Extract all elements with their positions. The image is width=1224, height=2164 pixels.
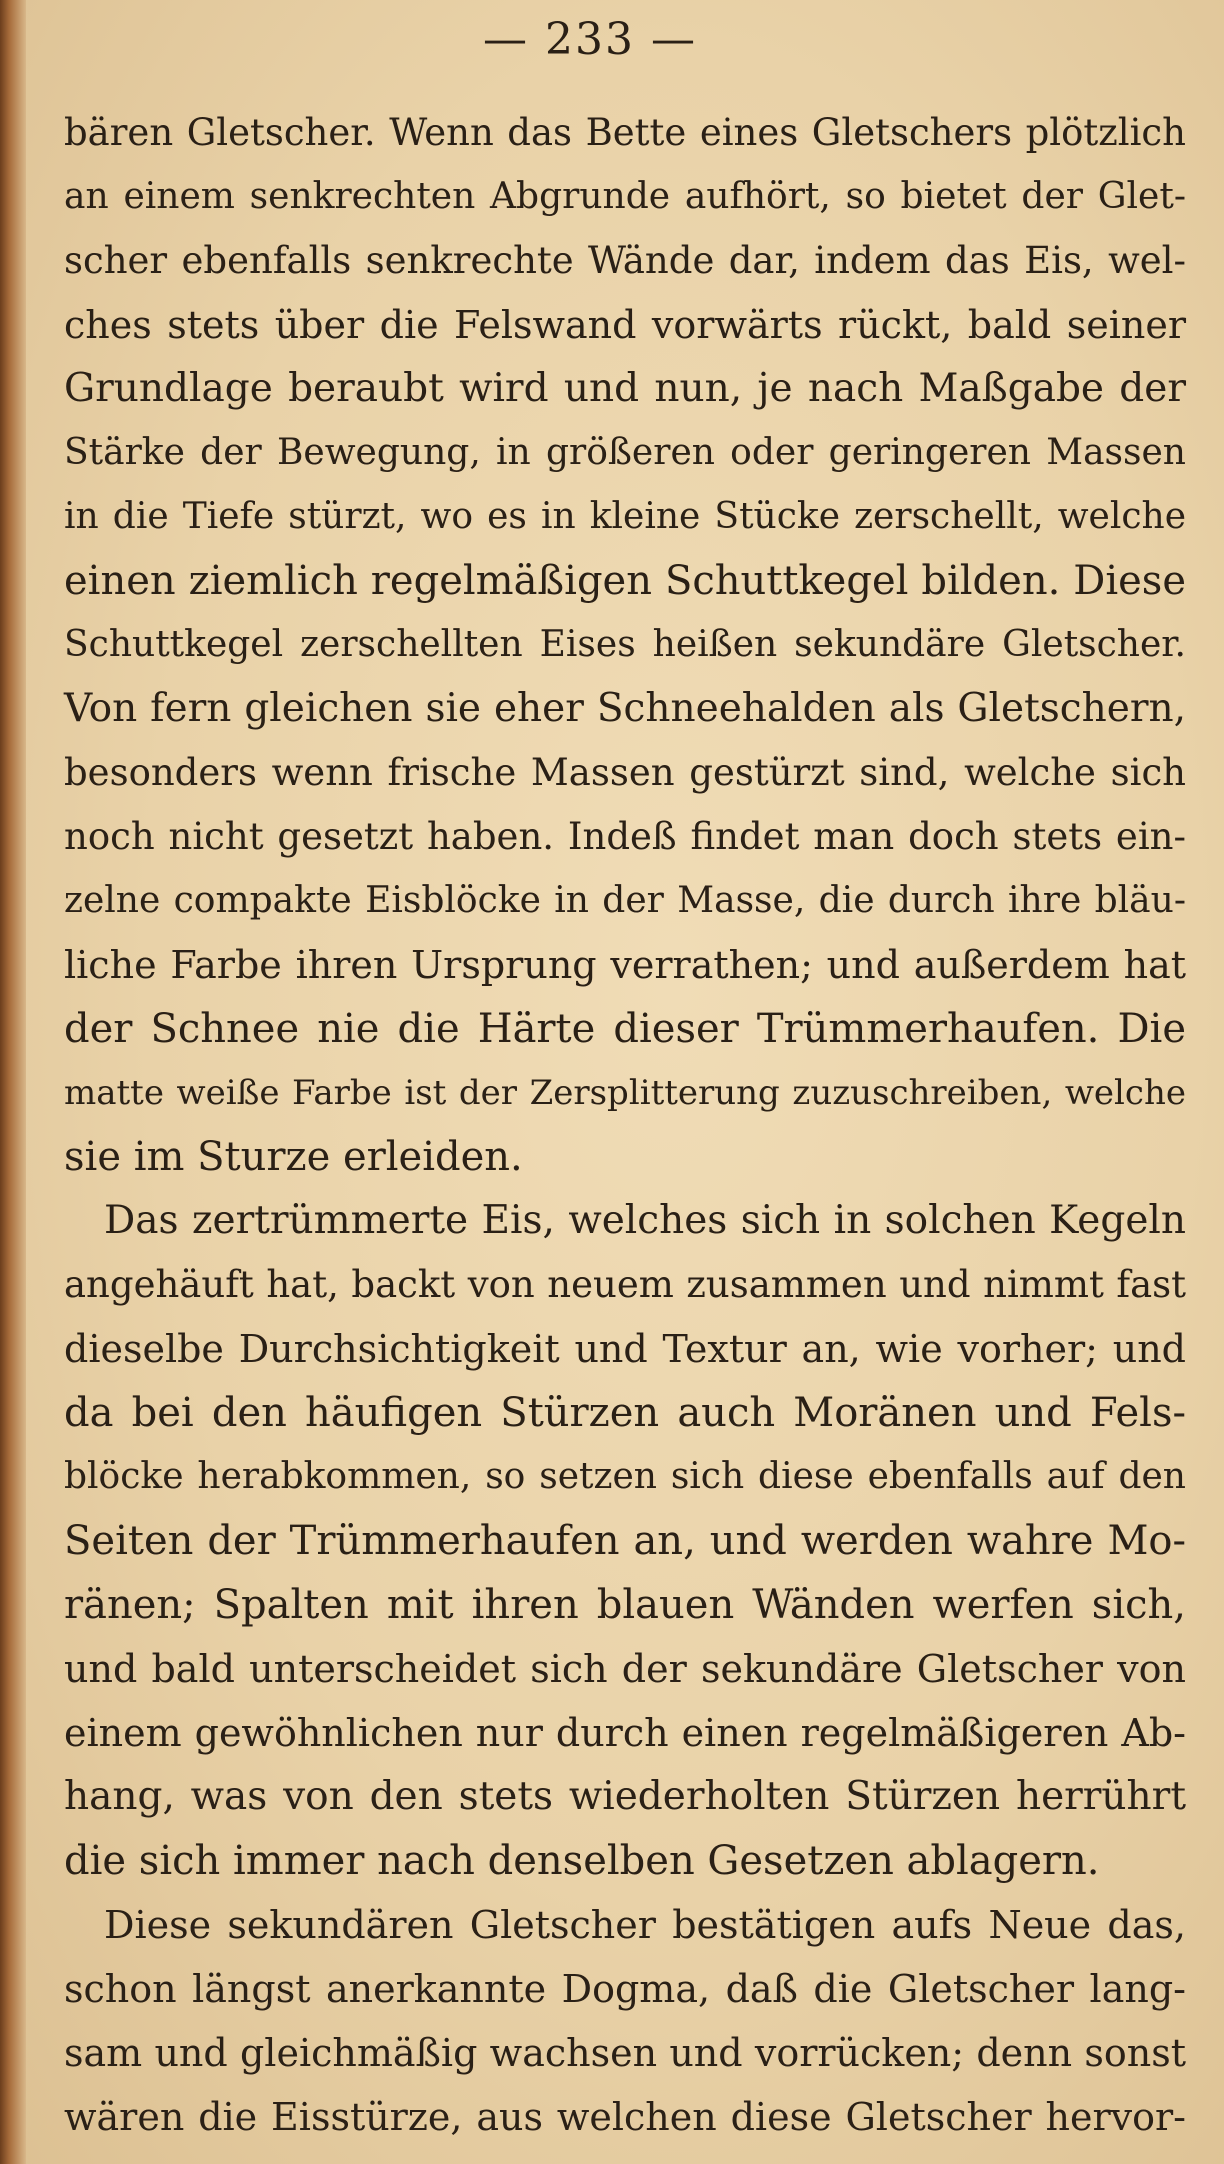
text-line: der Schnee nie die Härte dieser Trümmerhaufen. Die xyxy=(64,1006,1186,1052)
text-line: ränen; Spalten mit ihren blauen Wänden werfen sich, xyxy=(64,1582,1186,1628)
text-line: scher ebenfalls senkrechte Wände dar, indem das Eis, wel- xyxy=(64,239,1186,282)
text-line: und bald unterscheidet sich der sekundäre Gletscher von xyxy=(64,1647,1186,1691)
text-line: Schuttkegel zerschellten Eises heißen sekundäre Gletscher. xyxy=(64,624,1186,665)
paragraph-start-line: Diese sekundären Gletscher bestätigen aufs Neue das, xyxy=(104,1903,1186,1947)
text-line: Grundlage beraubt wird und nun, je nach Maßgabe der xyxy=(64,366,1186,411)
text-line: liche Farbe ihren Ursprung verrathen; und außerdem hat xyxy=(64,943,1186,987)
page-number: — 233 — xyxy=(483,14,697,65)
text-line: ches stets über die Felswand vorwärts rückt, bald seiner xyxy=(64,303,1186,347)
text-line: da bei den häufigen Stürzen auch Moränen und Fels- xyxy=(64,1390,1186,1436)
text-line: zelne compakte Eisblöcke in der Masse, die durch ihre bläu- xyxy=(64,880,1186,921)
text-line: angehäuft hat, backt von neuem zusammen und nimmt fast xyxy=(64,1263,1186,1306)
text-line: matte weiße Farbe ist der Zersplitterung zuzuschreiben, welche xyxy=(64,1073,1186,1113)
text-line: Von fern gleichen sie eher Schneehalden als Gletschern, xyxy=(64,686,1186,731)
text-line: sam und gleichmäßig wachsen und vorrücken; denn sonst xyxy=(64,2031,1186,2075)
text-line: einem gewöhnlichen nur durch einen regelmäßigeren Ab- xyxy=(64,1711,1186,1755)
text-line: noch nicht gesetzt haben. Indeß findet man doch stets ein- xyxy=(64,815,1186,858)
text-line: bären Gletscher. Wenn das Bette eines Gletschers plötzlich xyxy=(64,111,1186,154)
text-line: hang, was von den stets wiederholten Stürzen herrührt xyxy=(64,1774,1186,1819)
text-line: an einem senkrechten Abgrunde aufhört, so bietet der Glet- xyxy=(64,176,1186,217)
text-line: blöcke herabkommen, so setzen sich diese ebenfalls auf den xyxy=(64,1456,1186,1497)
paragraph-end-line: sie im Sturze erleiden. xyxy=(64,1134,523,1180)
text-line: wären die Eisstürze, aus welchen diese Gletscher hervor- xyxy=(64,2095,1186,2139)
paragraph-end-line: die sich immer nach denselben Gesetzen ablagern. xyxy=(64,1838,1100,1884)
text-line: einen ziemlich regelmäßigen Schuttkegel bilden. Diese xyxy=(64,558,1186,604)
text-line: schon längst anerkannte Dogma, daß die Gletscher lang- xyxy=(64,1967,1186,2011)
text-line: besonders wenn frische Massen gestürzt sind, welche sich xyxy=(64,751,1186,794)
paragraph-start-line: Das zertrümmerte Eis, welches sich in solchen Kegeln xyxy=(104,1198,1186,1243)
text-line: dieselbe Durchsichtigkeit und Textur an, wie vorher; und xyxy=(64,1327,1186,1371)
binding-edge xyxy=(0,0,26,2164)
text-line: Seiten der Trümmerhaufen an, und werden wahre Mo- xyxy=(64,1518,1186,1564)
text-line: in die Tiefe stürzt, wo es in kleine Stücke zerschellt, welche xyxy=(64,496,1186,537)
text-line: Stärke der Bewegung, in größeren oder geringeren Massen xyxy=(64,432,1186,473)
